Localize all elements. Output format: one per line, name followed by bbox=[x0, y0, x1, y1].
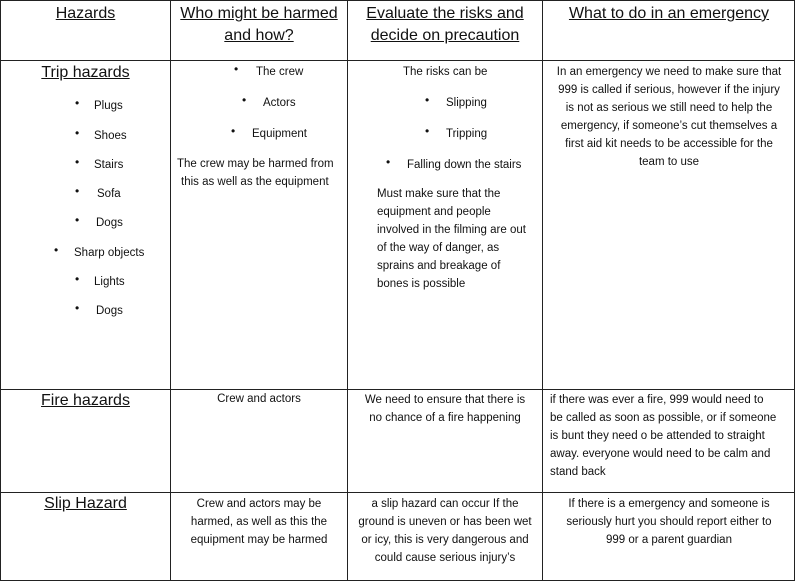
risk-text-line: ground is uneven or has been wet bbox=[358, 516, 532, 528]
emergency-text-line: is not as serious we still need to help the bbox=[565, 102, 773, 114]
fire-emergency-cell bbox=[550, 391, 795, 492]
risk-text-line: equipment and people bbox=[377, 206, 491, 218]
slip-hazard-cell bbox=[1, 493, 170, 581]
risk-text-line: involved in the filming are out bbox=[377, 224, 526, 236]
bullet-icon: • bbox=[75, 155, 80, 169]
hazard-item: Sharp objects bbox=[74, 247, 145, 259]
emergency-text-line: If there is a emergency and someone is bbox=[568, 498, 770, 510]
bullet-icon: • bbox=[75, 126, 80, 140]
risk-item: Tripping bbox=[446, 128, 488, 140]
risk-text-line: or icy, this is very dangerous and bbox=[361, 534, 529, 546]
risk-text-line: We need to ensure that there is bbox=[364, 394, 526, 406]
bullet-icon: • bbox=[425, 124, 430, 138]
header-emergency bbox=[543, 1, 795, 60]
row-title-fire-hazards: Fire hazards bbox=[41, 392, 130, 409]
risk-item: Falling down the stairs bbox=[407, 159, 522, 171]
header-who-line1: Who might be harmed bbox=[180, 5, 338, 22]
emergency-text-line: is bunt they need o be attended to straight bbox=[550, 430, 765, 442]
slip-risk-cell bbox=[348, 495, 542, 581]
risk-item: Slipping bbox=[446, 97, 487, 109]
emergency-text-line: 999 or a parent guardian bbox=[606, 534, 732, 546]
header-evaluate-line2: decide on precaution bbox=[370, 27, 520, 44]
trip-risk-cell bbox=[348, 61, 542, 389]
who-text-line: Crew and actors bbox=[217, 393, 301, 405]
risk-text-line: of the way of danger, as bbox=[377, 242, 500, 254]
header-who-harmed bbox=[171, 1, 347, 60]
risk-text-line: no chance of a fire happening bbox=[369, 412, 521, 424]
emergency-text-line: if there was ever a fire, 999 would need to bbox=[550, 394, 764, 406]
risk-text-line: a slip hazard can occur If the bbox=[371, 498, 519, 510]
who-item: Actors bbox=[263, 97, 296, 109]
bullet-icon: • bbox=[242, 93, 247, 107]
emergency-text-line: emergency, if someone’s cut themselves a bbox=[560, 120, 778, 132]
slip-emergency-cell bbox=[543, 495, 795, 581]
header-who-line2: and how? bbox=[224, 27, 294, 44]
risk-text bbox=[377, 185, 542, 293]
bullet-icon: • bbox=[75, 213, 80, 227]
hazard-item: Dogs bbox=[96, 305, 123, 317]
trip-emergency-cell bbox=[543, 63, 795, 389]
who-item: The crew bbox=[256, 66, 304, 78]
hazard-item: Shoes bbox=[94, 130, 127, 142]
who-text-line: this as well as the equipment bbox=[181, 176, 329, 188]
emergency-text-line: stand back bbox=[550, 466, 606, 478]
who-text-line: Crew and actors may be bbox=[196, 498, 322, 510]
bullet-icon: • bbox=[425, 93, 430, 107]
row-title-trip-hazards: Trip hazards bbox=[41, 64, 130, 81]
emergency-text-line: first aid kit needs to be accessible for the bbox=[565, 138, 773, 150]
header-hazards-text: Hazards bbox=[55, 5, 116, 22]
header-evaluate bbox=[348, 1, 542, 60]
bullet-icon: • bbox=[231, 124, 236, 138]
risk-text-line: sprains and breakage of bbox=[377, 260, 501, 272]
bullet-icon: • bbox=[234, 62, 239, 76]
who-text-line: equipment may be harmed bbox=[190, 534, 328, 546]
emergency-text-line: 999 is called if serious, however if the injury bbox=[558, 84, 780, 96]
bullet-icon: • bbox=[54, 243, 59, 257]
fire-hazards-cell bbox=[1, 390, 170, 492]
bullet-icon: • bbox=[75, 96, 80, 110]
emergency-text-line: seriously hurt you should report either to bbox=[566, 516, 772, 528]
hazard-item: Plugs bbox=[94, 100, 123, 112]
bullet-icon: • bbox=[75, 184, 80, 198]
risk-text-line: could cause serious injury’s bbox=[374, 552, 516, 564]
emergency-text-line: be called as soon as possible, or if someone bbox=[550, 412, 777, 424]
header-hazards bbox=[1, 1, 170, 60]
emergency-text-line: away. everyone would need to be calm and bbox=[550, 448, 771, 460]
hazard-item: Lights bbox=[94, 276, 125, 288]
fire-who-harmed-cell bbox=[171, 390, 347, 492]
header-emergency-text: What to do in an emergency bbox=[568, 5, 770, 22]
slip-who-harmed-cell bbox=[171, 495, 347, 581]
row-title-slip-hazard: Slip Hazard bbox=[44, 495, 127, 512]
trip-who-harmed-cell bbox=[171, 61, 347, 389]
risk-text-line: bones is possible bbox=[377, 278, 466, 290]
trip-hazards-cell bbox=[1, 61, 170, 389]
risk-intro: The risks can be bbox=[403, 66, 488, 78]
bullet-icon: • bbox=[75, 301, 80, 315]
bullet-icon: • bbox=[386, 155, 391, 169]
who-item: Equipment bbox=[252, 128, 307, 140]
bullet-icon: • bbox=[75, 272, 80, 286]
risk-text-line: Must make sure that the bbox=[377, 188, 501, 200]
emergency-text-line: team to use bbox=[638, 156, 700, 168]
hazard-item: Stairs bbox=[94, 159, 124, 171]
emergency-text-line: In an emergency we need to make sure that bbox=[556, 66, 782, 78]
header-evaluate-line1: Evaluate the risks and bbox=[366, 5, 524, 22]
who-text-line: The crew may be harmed from bbox=[177, 158, 334, 170]
fire-risk-cell bbox=[348, 391, 542, 492]
who-text-line: harmed, as well as this the bbox=[190, 516, 328, 528]
hazard-item: Dogs bbox=[96, 217, 123, 229]
hazard-item: Sofa bbox=[97, 188, 121, 200]
